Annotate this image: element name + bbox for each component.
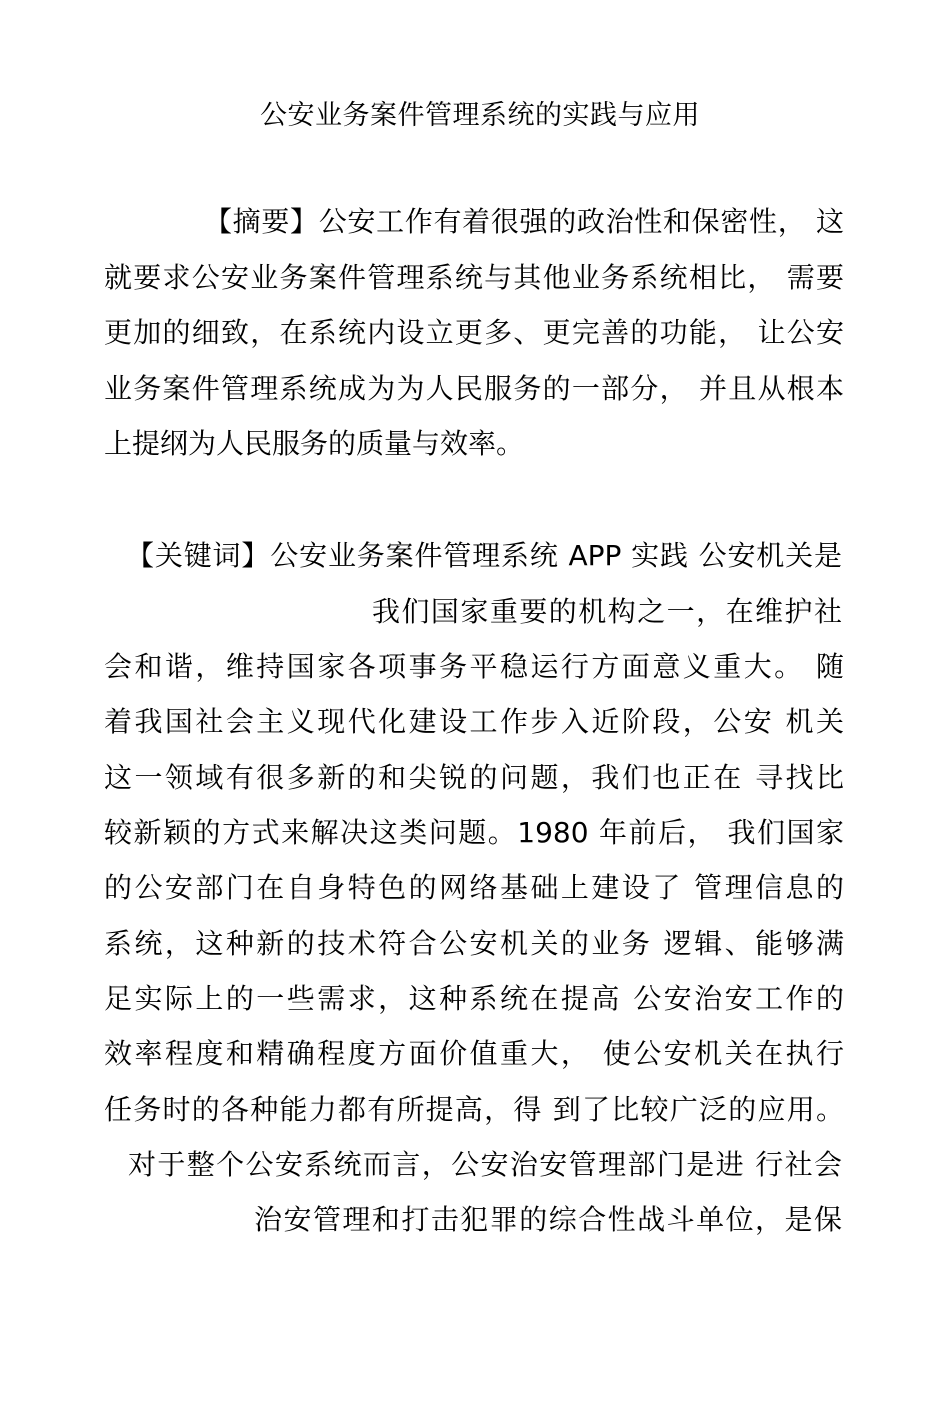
- body-line-7: 系统，这种新的技术符合公安机关的业务 逻辑、能够满: [104, 927, 844, 960]
- body-line-6: 的公安部门在自身特色的网络基础上建设了 管理信息的: [104, 871, 844, 904]
- body-line-12: 治安管理和打击犯罪的综合性战斗单位，是保: [254, 1203, 842, 1236]
- keywords-line-1: 【关键词】公安业务案件管理系统 APP 实践 公安机关是: [126, 539, 842, 572]
- body-line-3: 着我国社会主义现代化建设工作步入近阶段，公安 机关: [104, 705, 844, 738]
- body-line-1: 我们国家重要的机构之一，在维护社: [372, 595, 842, 628]
- abstract-line-5: 上提纲为人民服务的质量与效率。: [104, 427, 525, 460]
- abstract-line-4: 业务案件管理系统成为为人民服务的一部分， 并且从根本: [104, 372, 844, 405]
- body-line-10: 任务时的各种能力都有所提高，得 到了比较广泛的应用。: [104, 1093, 844, 1126]
- body-line-4: 这一领域有很多新的和尖锐的问题，我们也正在 寻找比: [104, 761, 844, 794]
- abstract-line-3: 更加的细致，在系统内设立更多、更完善的功能， 让公安: [104, 316, 844, 349]
- abstract-line-1: 【摘要】公安工作有着很强的政治性和保密性， 这: [204, 205, 844, 238]
- body-line-11: 对于整个公安系统而言，公安治安管理部门是进 行社会: [128, 1148, 842, 1181]
- body-line-9: 效率程度和精确程度方面价值重大， 使公安机关在执行: [104, 1037, 844, 1070]
- body-line-2: 会和谐，维持国家各项事务平稳运行方面意义重大。 随: [104, 650, 844, 683]
- body-line-5: 较新颖的方式来解决这类问题。1980 年前后， 我们国家: [104, 816, 844, 849]
- abstract-line-2: 就要求公安业务案件管理系统与其他业务系统相比， 需要: [104, 261, 844, 294]
- document-title: 公安业务案件管理系统的实践与应用: [260, 100, 700, 131]
- body-line-8: 足实际上的一些需求，这种系统在提高 公安治安工作的: [104, 982, 844, 1015]
